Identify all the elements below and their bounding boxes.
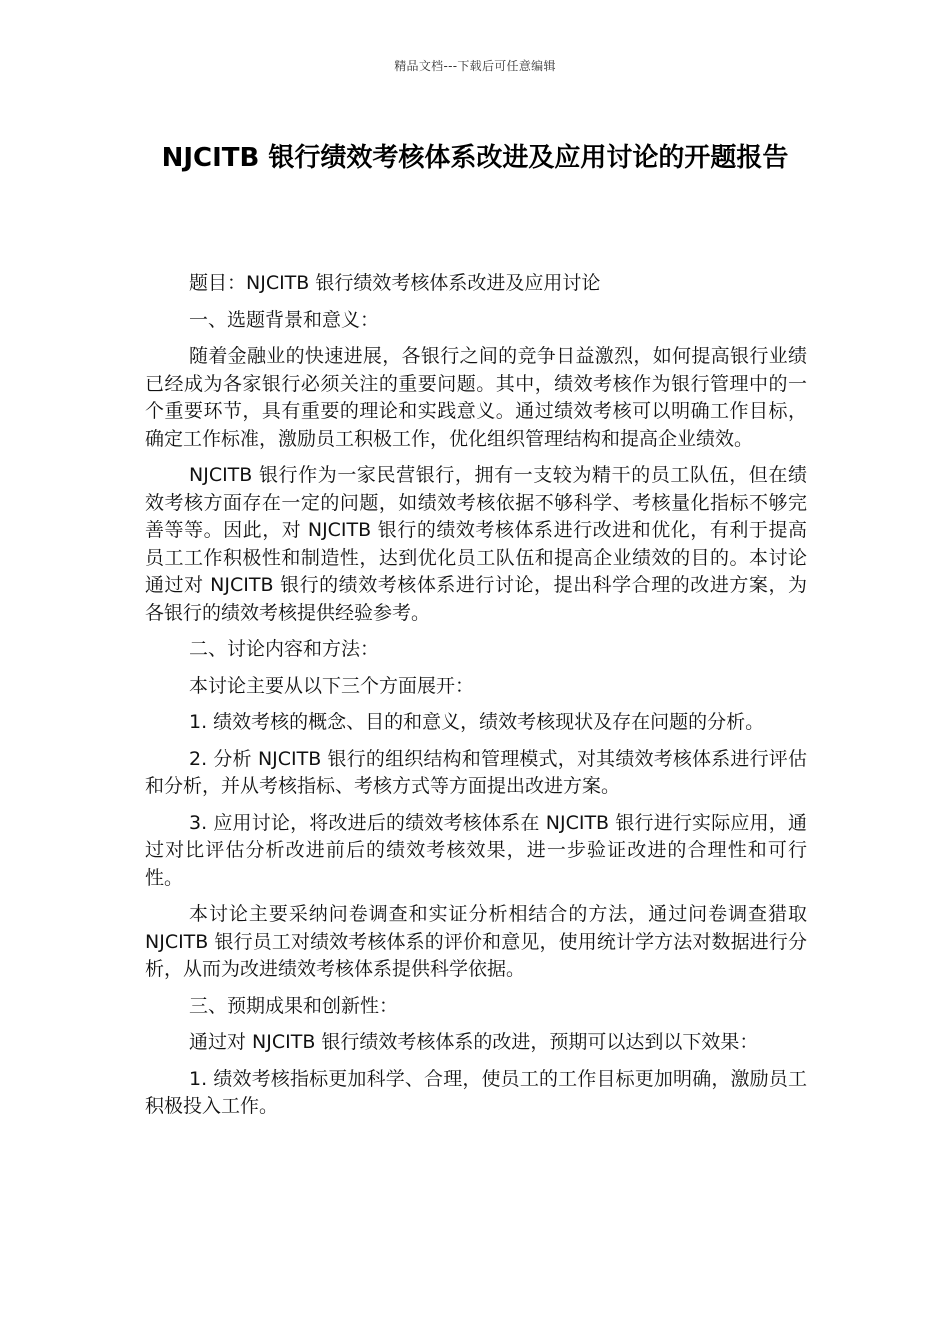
- document-title: NJCITB 银行绩效考核体系改进及应用讨论的开题报告: [161, 143, 789, 173]
- list-item: 2. 分析 NJCITB 银行的组织结构和管理模式，对其绩效考核体系进行评估和分析，并从考核指标、考核方式等方面提出改进方案。: [145, 747, 807, 797]
- paragraph: NJCITB 银行作为一家民营银行，拥有一支较为精干的员工队伍，但在绩效考核方面存在一定的问题，如绩效考核依据不够科学、考核量化指标不够完善等等。因此，对 NJCITB 银行的绩效考核体系进行改进和优化，有利于提高员工工作积极性和制造性，达到优化员工队伍和提高企业绩效的目的。本讨论通过对 NJCITB 银行的绩效考核体系进行讨论，提出科学合理的改进方案，为各银行的绩效考核提供经验参考。: [145, 464, 807, 624]
- header-note: 精品文档---下载后可任意编辑: [394, 59, 556, 73]
- paragraph: 随着金融业的快速进展，各银行之间的竞争日益激烈，如何提高银行业绩已经成为各家银行必须关注的重要问题。其中，绩效考核作为银行管理中的一个重要环节，具有重要的理论和实践意义。通过绩效考核可以明确工作目标，确定工作标准，激励员工积极工作，优化组织管理结构和提高企业绩效。: [145, 345, 807, 450]
- document-body: [145, 270, 807, 1130]
- list-item: 1. 绩效考核的概念、目的和意义，绩效考核现状及存在问题的分析。: [189, 711, 765, 733]
- list-item: 1. 绩效考核指标更加科学、合理，使员工的工作目标更加明确，激励员工积极投入工作。: [145, 1067, 807, 1117]
- topic-line: 题目：NJCITB 银行绩效考核体系改进及应用讨论: [189, 272, 601, 294]
- paragraph: 本讨论主要采纳问卷调查和实证分析相结合的方法，通过问卷调查猎取 NJCITB 银行员工对绩效考核体系的评价和意见，使用统计学方法对数据进行分析，从而为改进绩效考核体系提供科学依据。: [145, 903, 807, 980]
- paragraph: 本讨论主要从以下三个方面展开：: [189, 674, 475, 697]
- section-heading-content-method: 二、讨论内容和方法：: [189, 638, 380, 660]
- paragraph: 通过对 NJCITB 银行绩效考核体系的改进，预期可以达到以下效果：: [189, 1031, 759, 1053]
- section-heading-background: 一、选题背景和意义：: [189, 308, 380, 331]
- section-heading-expected-results: 三、预期成果和创新性：: [189, 994, 399, 1017]
- list-item: 3. 应用讨论，将改进后的绩效考核体系在 NJCITB 银行进行实际应用，通过对比评估分析改进前后的绩效考核效果，进一步验证改进的合理性和可行性。: [145, 811, 807, 889]
